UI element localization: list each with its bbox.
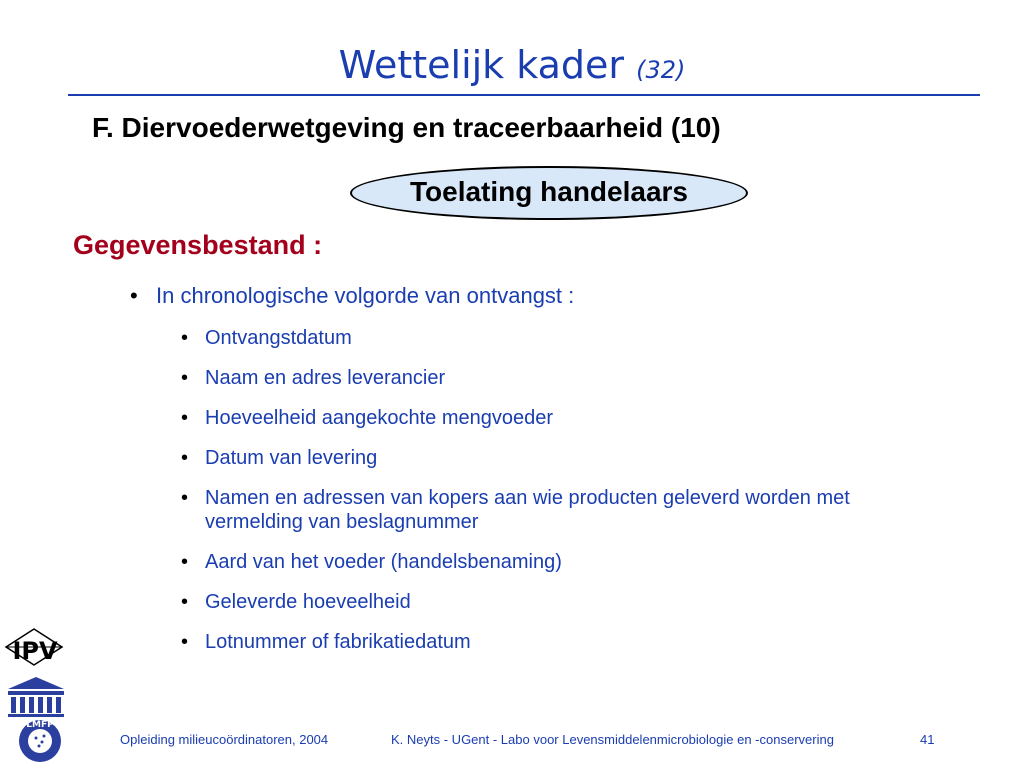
list-item (181, 326, 1001, 350)
footer-author: K. Neyts - UGent - Labo voor Levensmiddelenmicrobiologie en -conservering (391, 732, 834, 747)
list-item-text: Ontvangstdatum (205, 327, 352, 349)
title-text: Wettelijk kader (338, 43, 625, 87)
ipv-logo-text: IPV (12, 637, 58, 665)
lmfp-logo (19, 720, 61, 762)
list-item-text: Datum van levering (205, 447, 378, 469)
list-item (181, 366, 1001, 390)
page-number: 41 (920, 732, 935, 747)
title-divider (68, 94, 980, 96)
database-heading: Gegevensbestand : (73, 230, 323, 260)
bullet-marker: • (181, 367, 189, 389)
list-item-text: Aard van het voeder (handelsbenaming) (205, 551, 562, 573)
list-item-text: Geleverde hoeveelheid (205, 591, 411, 613)
bullet-marker: • (181, 631, 189, 653)
topic-oval-label: Toelating handelaars (410, 176, 688, 207)
list-item-text: Namen en adressen van kopers aan wie producten geleverd worden met vermelding van beslagnummer (205, 487, 850, 533)
list-item-text: Lotnummer of fabrikatiedatum (205, 631, 471, 653)
logo-column (4, 625, 68, 765)
bullet-marker: • (181, 591, 189, 613)
ipv-logo (6, 629, 62, 665)
bullet-marker: • (181, 551, 189, 573)
main-bullet (130, 283, 574, 309)
list-item (181, 406, 1001, 430)
page-title (0, 40, 1024, 95)
main-bullet-text: In chronologische volgorde van ontvangst : (156, 283, 575, 308)
footer-course: Opleiding milieucoördinatoren, 2004 (120, 732, 329, 747)
list-item (181, 486, 895, 534)
list-item (181, 446, 1001, 470)
list-item-text: Hoeveelheid aangekochte mengvoeder (205, 407, 554, 429)
bullet-marker: • (181, 327, 189, 349)
topic-oval (350, 166, 748, 220)
sub-bullet-list (181, 326, 1001, 670)
list-item (181, 550, 1001, 574)
bullet-marker: • (181, 447, 189, 469)
section-heading: F. Diervoederwetgeving en traceerbaarheid (10) (92, 112, 721, 143)
bullet-marker: • (181, 407, 189, 429)
university-building-icon (8, 677, 64, 717)
bullet-marker: • (181, 487, 189, 509)
list-item-text: Naam en adres leverancier (205, 367, 446, 389)
list-item (181, 590, 1001, 614)
list-item (181, 630, 1001, 654)
bullet-marker: • (130, 283, 138, 308)
lmfp-logo-text: LMFP (26, 720, 54, 730)
title-number: (32) (636, 56, 686, 84)
